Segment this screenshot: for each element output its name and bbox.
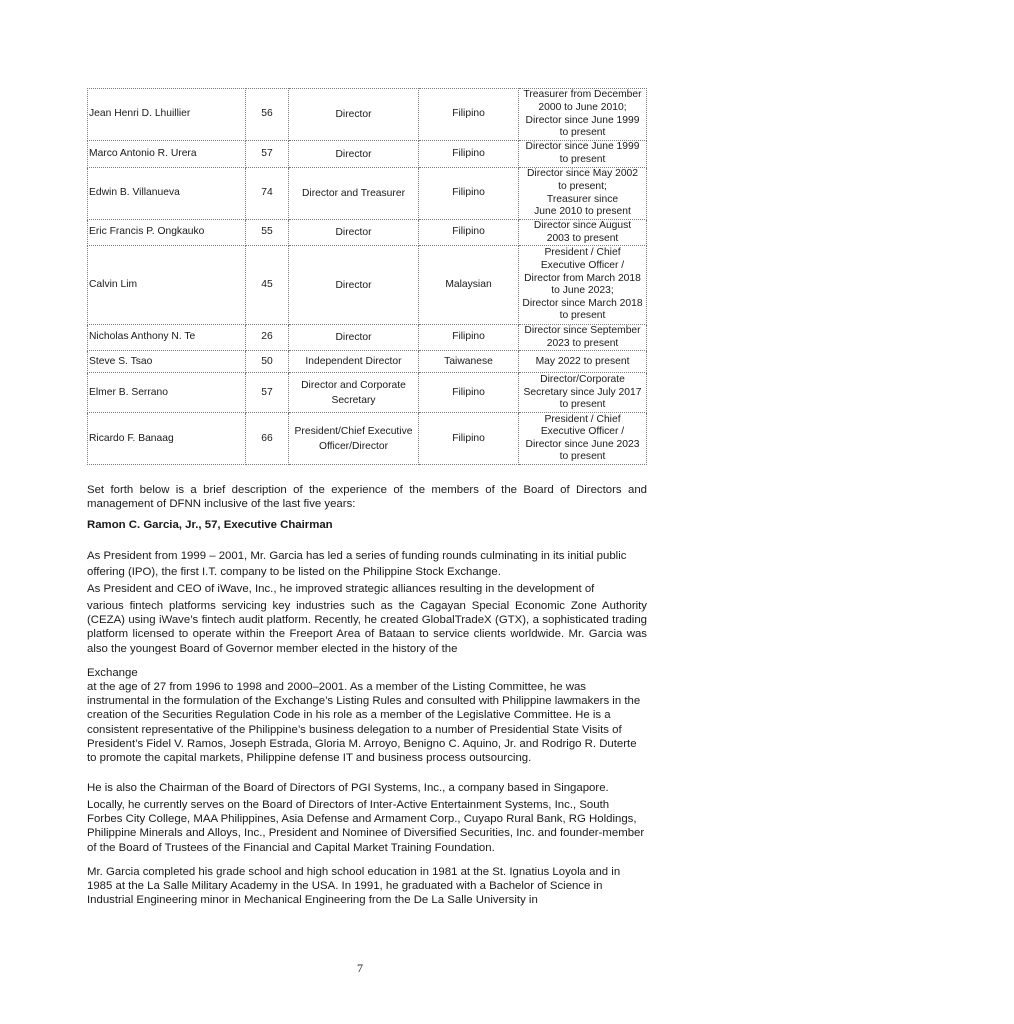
director-age: 45 (246, 246, 289, 325)
director-nationality: Malaysian (419, 246, 519, 325)
director-name: Edwin B. Villanueva (88, 168, 246, 220)
director-nationality: Filipino (419, 373, 519, 413)
tenure-line: Director since September (524, 325, 641, 337)
director-age: 56 (246, 89, 289, 141)
director-name: Nicholas Anthony N. Te (88, 325, 246, 351)
director-tenure (519, 89, 647, 141)
director-row (88, 89, 647, 141)
director-nationality: Filipino (419, 413, 519, 465)
tenure-line: Director from March 2018 (524, 272, 641, 284)
director-tenure (519, 351, 647, 373)
tenure-line: to present (559, 451, 606, 463)
director-position (289, 413, 419, 465)
director-name: Calvin Lim (88, 246, 246, 325)
director-row (88, 373, 647, 413)
director-nationality: Filipino (419, 325, 519, 351)
director-tenure (519, 168, 647, 220)
director-name: Eric Francis P. Ongkauko (88, 220, 246, 246)
tenure-line: to present (559, 399, 606, 411)
position-line: Independent Director (305, 356, 402, 368)
position-line: Secretary (331, 394, 376, 406)
tenure-line: Director/Corporate (540, 373, 625, 385)
paragraph-exchange-word: Exchange (87, 667, 138, 679)
director-row (88, 246, 647, 325)
tenure-line: 2000 to June 2010; (538, 101, 627, 113)
director-tenure (519, 141, 647, 168)
director-age: 57 (246, 141, 289, 168)
director-heading: Ramon C. Garcia, Jr., 57, Executive Chairman (87, 519, 333, 531)
director-row (88, 220, 647, 246)
directors-table (87, 88, 647, 465)
paragraph-governor: at the age of 27 from 1996 to 1998 and 2000–2001. As a member of the Listing Committee, he was instrumental in the formulation of the Exchange’s Listing Rules and consulted with Philippine lawmakers in the creation of the Securities Regulation Code in his role as a member of the Legislative Committee. He is a consistent representative of the Philippine’s business delegation to a number of Presidential State Visits of President’s Fidel V. Ramos, Joseph Estrada, Gloria M. Arroyo, Benigno C. Aquino, Jr. and Rodrigo R. Duterte to promote the capital markets, Philippine defense IT and business process outsourcing. (87, 681, 641, 765)
intro-paragraph: Set forth below is a brief description of the experience of the members of the Board of Directors and management of DFNN inclusive of the last five years: (87, 484, 647, 511)
tenure-line: Director since June 2023 (525, 438, 640, 450)
director-row (88, 351, 647, 373)
director-position (289, 373, 419, 413)
director-name: Marco Antonio R. Urera (88, 141, 246, 168)
director-nationality: Filipino (419, 220, 519, 246)
director-name: Ricardo F. Banaag (88, 413, 246, 465)
director-tenure (519, 220, 647, 246)
director-name: Jean Henri D. Lhuillier (88, 89, 246, 141)
director-age: 55 (246, 220, 289, 246)
position-line: Director (335, 109, 372, 120)
tenure-line: Director since June 1999 (525, 114, 640, 126)
director-tenure (519, 373, 647, 413)
director-row (88, 141, 647, 168)
director-nationality: Filipino (419, 168, 519, 220)
director-nationality: Taiwanese (419, 351, 519, 373)
tenure-line: Director since June 1999 (525, 141, 640, 153)
position-line: Director (335, 148, 372, 160)
tenure-line: to present (559, 154, 606, 165)
director-row (88, 325, 647, 351)
tenure-line: Secretary since July 2017 (523, 386, 642, 398)
tenure-line: Director since March 2018 (522, 297, 643, 309)
tenure-line: to present (559, 127, 606, 139)
tenure-line: Treasurer since (546, 193, 619, 205)
position-line: Director (335, 279, 372, 291)
paragraph-iwave-detail: various fintech platforms servicing key industries such as the Cagayan Special Economic Zone Authority (CEZA) using iWave’s fintech audit platform. Recently, he created GlobalTradeX (GTX), a sophisticated trading platform licensed to operate within the Freeport Area of Bataan to service clients worldwide. Mr. Garcia was also the youngest Board of Governor member elected in the history of the (87, 600, 647, 655)
position-line: Officer/Director (318, 440, 389, 452)
director-row (88, 168, 647, 220)
tenure-line: to present (559, 310, 606, 322)
director-nationality: Filipino (419, 89, 519, 141)
director-age: 50 (246, 351, 289, 373)
tenure-line: 2003 to present (546, 232, 619, 244)
director-position (289, 168, 419, 220)
tenure-line: Executive Officer / (540, 260, 625, 271)
tenure-line: to present; (558, 180, 607, 192)
director-tenure (519, 325, 647, 351)
position-line: President/Chief Executive (294, 425, 413, 437)
tenure-line: President / Chief (544, 413, 621, 425)
directors-table-body (88, 89, 647, 465)
position-line: Director (335, 332, 372, 344)
director-tenure (519, 246, 647, 325)
tenure-line: May 2022 to present (535, 355, 630, 367)
tenure-line: to June 2023; (551, 285, 614, 297)
tenure-line: June 2010 to present (534, 206, 631, 218)
director-tenure (519, 413, 647, 465)
director-age: 26 (246, 325, 289, 351)
position-line: Director and Treasurer (301, 188, 405, 199)
tenure-line: Director since August (533, 220, 632, 231)
paragraph-iwave-intro: As President and CEO of iWave, Inc., he improved strategic alliances resulting in the development of (87, 583, 595, 595)
director-name: Steve S. Tsao (88, 351, 246, 373)
director-position (289, 220, 419, 246)
position-line: Director (335, 227, 372, 239)
director-nationality: Filipino (419, 141, 519, 168)
paragraph-pgi: He is also the Chairman of the Board of Directors of PGI Systems, Inc., a company based in Singapore. (87, 782, 609, 794)
tenure-line: President / Chief (544, 247, 621, 259)
director-age: 74 (246, 168, 289, 220)
director-name: Elmer B. Serrano (88, 373, 246, 413)
director-position (289, 89, 419, 141)
position-line: Director and Corporate (301, 379, 406, 391)
tenure-line: Executive Officer / (540, 426, 625, 438)
tenure-line: Director since May 2002 (526, 168, 639, 180)
page-number: 7 (357, 961, 363, 975)
tenure-line: Treasurer from December (523, 89, 642, 101)
paragraph-education: Mr. Garcia completed his grade school and high school education in 1981 at the St. Ignatius Loyola and in 1985 at the La Salle Military Academy in the USA. In 1991, he graduated with a Bachelor of Science in Industrial Engineering minor in Mechanical Engineering from the De La Salle University in (87, 866, 621, 907)
tenure-line: 2023 to present (546, 337, 619, 349)
director-row (88, 413, 647, 465)
paragraph-ipo: As President from 1999 – 2001, Mr. Garcia has led a series of funding rounds culminating in its initial public offering (IPO), the first I.T. company to be listed on the Philippine Stock Exchange. (87, 550, 627, 578)
director-position (289, 325, 419, 351)
director-position (289, 351, 419, 373)
paragraph-board-memberships: Locally, he currently serves on the Board of Directors of Inter-Active Entertainment Systems, Inc., South Forbes City College, MAA Philippines, Asia Defense and Armament Corp., Cuyapo Rural Bank, RG Holdings, Philippine Minerals and Alloys, Inc., President and Nominee of Diversified Securities, Inc. and founder-member of the Board of Trustees of the Financial and Capital Market Training Foundation. (87, 799, 645, 854)
director-position (289, 141, 419, 168)
director-position (289, 246, 419, 325)
director-age: 57 (246, 373, 289, 413)
director-age: 66 (246, 413, 289, 465)
